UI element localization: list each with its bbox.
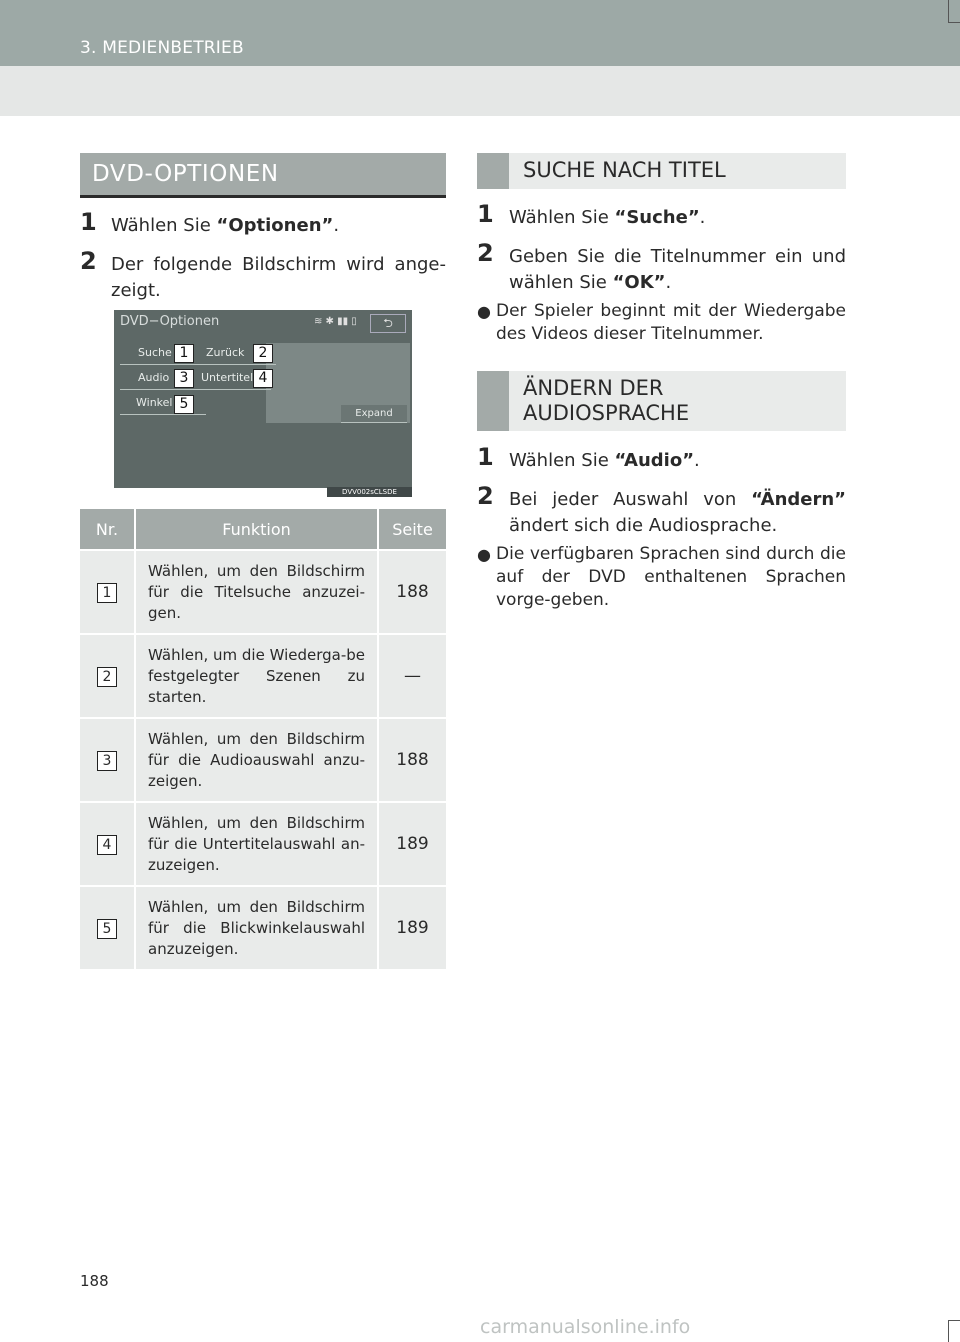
bullet-dot-icon: ●: [477, 302, 491, 321]
screen-button-audio: Audio: [120, 371, 208, 390]
section-title: SUCHE NACH TITEL: [523, 158, 726, 182]
row-number-box: 5: [97, 919, 117, 939]
crop-mark: [948, 0, 949, 22]
function-table: [80, 509, 446, 969]
callout-4: 4: [253, 369, 273, 388]
row-page: 189: [378, 802, 446, 886]
section-header-suche: [477, 153, 846, 189]
row-function: Wählen, um den Bildschirm für die Untertitelauswahl an-zuzeigen.: [135, 802, 378, 886]
table-row: [80, 802, 446, 886]
row-function: Wählen, um den Bildschirm für die Audioauswahl anzu-zeigen.: [135, 718, 378, 802]
section-header-dvd-optionen: [80, 153, 446, 195]
step-keyword: “Suche”: [614, 207, 700, 228]
step-text-end: .: [699, 207, 706, 228]
step-number: 2: [80, 247, 97, 275]
step-1-optionen: [80, 208, 446, 239]
step-2-titelnummer: [477, 239, 846, 296]
step-text: Wählen Sie: [509, 450, 615, 471]
section-title-line2: AUDIOSPRACHE: [523, 401, 690, 425]
table-row: [80, 634, 446, 718]
section-underline: [80, 195, 446, 198]
col-header-funktion: Funktion: [135, 509, 378, 550]
section-header-audiosprache: [477, 371, 846, 431]
crop-mark: [948, 1320, 960, 1321]
row-number-box: 4: [97, 835, 117, 855]
screen-button-zurueck: Zurück: [196, 346, 276, 365]
row-number-box: 3: [97, 751, 117, 771]
row-function: Wählen, um die Wiederga-be festgelegter Szenen zu starten.: [135, 634, 378, 718]
step-text: Geben Sie die Titelnummer ein und wählen Sie: [509, 246, 846, 293]
chapter-title: 3. MEDIENBETRIEB: [80, 38, 244, 58]
bullet-text: Der Spieler beginnt mit der Wiedergabe des Videos dieser Titelnummer.: [496, 301, 846, 344]
step-text: Bei jeder Auswahl von: [509, 489, 752, 510]
row-function: Wählen, um den Bildschirm für die Blickwinkelauswahl anzuzeigen.: [135, 886, 378, 969]
col-header-seite: Seite: [378, 509, 446, 550]
step-1-suche: [477, 200, 846, 231]
row-number-box: 2: [97, 667, 117, 687]
section-title: DVD-OPTIONEN: [92, 161, 279, 187]
section-title-line1: ÄNDERN DER: [523, 376, 664, 400]
step-keyword: “Ändern”: [751, 489, 846, 510]
screen-button-untertitel: Untertitel: [196, 371, 271, 390]
step-1-audio: [477, 443, 846, 474]
bullet-sprachen: [477, 543, 846, 612]
row-page: 188: [378, 718, 446, 802]
callout-1: 1: [174, 344, 194, 363]
step-2-screen: [80, 247, 446, 304]
image-code: DVV002sCLSDE: [327, 487, 412, 497]
step-number: 1: [477, 443, 494, 471]
callout-2: 2: [253, 344, 273, 363]
step-number: 1: [80, 208, 97, 236]
step-text: Wählen Sie: [111, 215, 217, 236]
step-text: Der folgende Bildschirm wird ange-zeigt.: [111, 254, 446, 301]
section-bar: [477, 153, 509, 189]
back-arrow-icon: ⮌: [370, 314, 406, 333]
step-text: Wählen Sie: [509, 207, 615, 228]
step-text-end: .: [333, 215, 340, 236]
col-header-nr: Nr.: [80, 509, 135, 550]
row-page: 188: [378, 550, 446, 634]
table-row: [80, 718, 446, 802]
table-row: [80, 550, 446, 634]
step-number: 1: [477, 200, 494, 228]
step-number: 2: [477, 239, 494, 267]
step-2-aendern: [477, 482, 846, 539]
screen-title: DVD−Optionen: [120, 314, 220, 329]
bullet-wiedergabe: [477, 300, 846, 346]
table-row: [80, 886, 446, 969]
step-keyword: “OK”: [612, 272, 666, 293]
header-strip: [0, 66, 960, 116]
step-keyword: “Audio”: [614, 450, 695, 471]
section-bar: [477, 371, 509, 431]
step-text-end: .: [665, 272, 672, 293]
table-header-row: [80, 509, 446, 550]
row-number-box: 1: [97, 583, 117, 603]
status-icons: ≋ ✱ ▮▮ ▯: [314, 316, 357, 327]
crop-mark: [948, 22, 960, 23]
callout-3: 3: [174, 369, 194, 388]
callout-5: 5: [174, 395, 194, 414]
screen-button-suche: Suche: [120, 346, 208, 365]
screen-button-winkel: Winkel: [120, 396, 206, 415]
page-number: 188: [80, 1272, 109, 1290]
step-number: 2: [477, 482, 494, 510]
watermark: carmanualsonline.info: [480, 1316, 691, 1338]
step-text-end: .: [694, 450, 700, 471]
step-text-end: ändert sich die Audiosprache.: [509, 515, 778, 536]
crop-mark: [948, 1320, 949, 1342]
row-page: 189: [378, 886, 446, 969]
bullet-dot-icon: ●: [477, 545, 491, 564]
bullet-text: Die verfügbaren Sprachen sind durch die auf der DVD enthaltenen Sprachen vorge-geben.: [496, 544, 846, 610]
step-keyword: “Optionen”: [216, 215, 334, 236]
row-function: Wählen, um den Bildschirm für die Titelsuche anzuzei-gen.: [135, 550, 378, 634]
row-page: —: [378, 634, 446, 718]
screen-button-expand: Expand: [341, 405, 407, 423]
dvd-options-screen-image: [114, 310, 412, 488]
